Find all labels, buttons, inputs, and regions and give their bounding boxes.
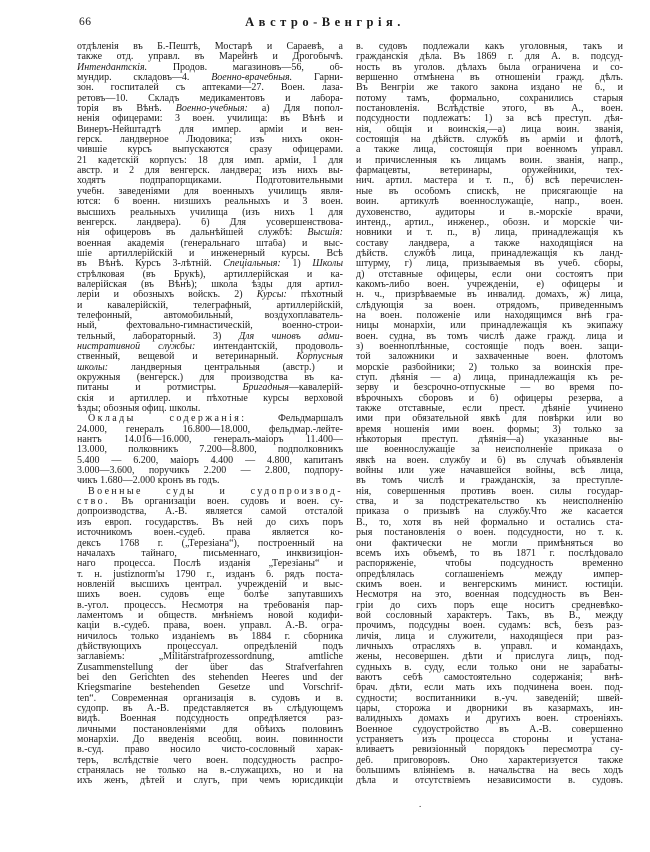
text-line: ненія офицерами: 3 воен. училища: въ Вѣнѣ и [77,114,343,125]
text-line: дѣйств. службѣ лица, принадлежащія къ ланд- [356,248,623,259]
text-line: 5.400 — 6.200, маіоръ 4.400 — 4.800, капитанъ [77,455,343,466]
text-line: торія въ Вѣнѣ. Военно-учебныя: а) Для попол- [77,104,343,115]
text-line: т. н. justiznorm'ы 1790 г., изданъ б. рядъ поста- [77,569,343,580]
text-line: ственный, вещевой и ветеринарный. Корпусныя [77,352,343,363]
text-line: распоряженіе, чтобы подсудность временно [356,559,623,570]
text-line: ность въ уголов. дѣлахъ была ограничена и со- [356,62,623,73]
text-line: окружныя (венгерск.) для производства въ ка- [77,373,343,383]
text-line: стрѣлковая (въ Брукѣ), артиллерійская и ка- [77,269,343,280]
text-line: шіе артиллерійскій и инженерный курсы. Всѣ [77,248,343,259]
text-line: состоящія на дѣйств. службѣ въ арміи и флотѣ, [356,135,623,146]
text-line: В., то, хотя въ ней формально и остались ста- [356,517,623,528]
text-line: зерву и безсрочно-отпускные — во время по- [356,383,623,394]
text-line: жены, несовершен. дѣти и прислуга лицъ, под- [356,652,623,663]
text-line: потому тамъ, формально, сохранились старыя [356,93,623,104]
text-line: ства, и за подстрекательство къ неисполненію [356,497,623,508]
text-line: нія офицеровъ въ дальнѣйшей службѣ: Высшія: [77,228,343,239]
text-line: судопр. въ А.-В. представляется въ слѣдующемъ [77,704,343,714]
text-line: Въ Венгріи же такого закона издано не б., и [356,83,623,94]
text-line: прочимъ, подсудны воен. судамъ: всѣ, безъ раз- [356,621,623,632]
text-line: духовенство, аудиторы и в.-морскіе врачи, [356,207,623,218]
text-line: Интендантскія. Продов. магазиновъ—56, об- [77,62,343,73]
text-line: школы: ландверныя центральныя (австр.) и [77,362,343,373]
text-line: рыя постановленія о воен. подсудности, но т. к. [356,528,623,539]
text-line: новники и т. п., в) лица, принадлежащія къ [356,228,623,239]
text-line: Kriegsmarine bestehenden Gesetze und Vorschrif- [77,683,343,694]
text-line: въ томъ числѣ и гражданскія, за преступле- [356,476,623,487]
text-line: время ношенія ими воен. формы; 3) только за [356,424,623,435]
text-line: той заложники и захваченные воен. флотомъ [356,352,623,363]
text-line: ихъ женъ, дѣтей и слугъ, при чемъ юрисдикціи [77,776,343,787]
text-line: устраняетъ изъ процесса стороны и устана- [356,735,623,746]
text-line: тельный, лабораторный. 3) Для чиновъ адми- [77,331,343,342]
text-line: нистративной службы: интендантскій, продоволь- [77,341,343,352]
text-line: зон. госпиталей съ аптеками—27. Воен. лаза- [77,83,343,94]
text-line: вливаетъ ревизіонный порядокъ пересмотра су- [356,745,623,756]
text-line: ются: 6 военн. низшихъ реальныхъ и 3 воен. [77,197,343,208]
text-line: дѣйствующихъ процессуал. опредѣленій подъ [77,641,343,652]
text-line: австр. и 2 для венгерск. ландвера; изъ нихъ вы- [77,166,343,177]
text-line: они фактически не могли примѣняться во [356,538,623,549]
text-block [77,42,623,787]
text-line: заглавіемъ: „Militärstrafprozessordnung, amtliche [77,652,343,663]
printer-mark: . [419,799,422,809]
text-line: дексъ 1768 г. („Терезіана“), построенный на [77,538,343,549]
text-line: 3.000—3.600, поручикъ 2.200 — 2.800, подпору- [77,466,343,477]
text-line: вѣрочныхъ сборовъ и б) офицеры резерва, а [356,393,623,404]
text-line: ство. Въ организаціи воен. судовъ и воен. су- [77,497,343,508]
text-line: ten“. Современная организація в. судовъ и в. [77,693,343,704]
text-line: отдѣленія въ Б.-Пештѣ, Мостарѣ и Сараевѣ, а [77,42,343,52]
text-line: фармацевты, ветеринары, оружейники, тех- [356,166,623,177]
text-line: валерійская (въ Вѣнѣ); школа ѣзды для артил- [77,279,343,290]
text-line: также отд. управл. въ Марейнѣ и Дрогобычѣ. [77,52,343,63]
text-line: цары, сторожа и дворники въ казармахъ, ин- [356,704,623,714]
text-line: морскіе разбойники; 2) только за воинскія пре- [356,362,623,373]
text-line: ими при обязательной явкѣ для повѣрки или во [356,414,623,425]
text-line: 13.000, полковникъ 7.200—8.800, подполковникъ [77,445,343,456]
text-line: монархіи. До введенія всеобщ. воин. повинности [77,735,343,746]
text-line: опредѣлялась соглашеніемъ между импер- [356,569,623,580]
text-line: Оклады содержанія: Фельдмаршалъ [88,414,343,425]
text-line: в. судовъ подлежали какъ уголовныя, такъ и [356,42,623,52]
text-line: на воен. положеніе или находящимся внѣ гра- [356,310,623,321]
text-line: леріи и обозныхъ войскъ. 2) Курсы: пѣхотный [77,290,343,301]
text-line: въ Вѣнѣ. Курсъ 3-лѣтній. Спеціальныя: 1) Школы [77,259,343,270]
text-line: каціи в.-судеб. права, воен. управл. А.-В. огра- [77,621,343,632]
text-line: скимъ воен. и венгерскимъ минист. юстиціи. [356,579,623,590]
text-line: шихъ воен. судовъ еще болѣе запутавшихъ [77,590,343,601]
text-line: наго процесса. Послѣ изданія „Терезіаны“ и [77,559,343,570]
left-column [77,42,343,787]
text-line: чикъ 1.680—2.000 кронъ въ годъ. [77,476,220,487]
text-line: интенд., артил., инженер., обозн. и морскіе чи- [356,217,623,228]
text-line: герск. ландверное Людовика; изъ нихъ окон- [77,135,343,146]
text-line: деб. приговоровъ. Оно характеризуется также [356,755,623,766]
text-line: гражданскія дѣла. Въ 1869 г. для А. в. подсуд- [356,52,623,63]
text-line: теръ, вслѣдствіе чего воен. подсудность распро- [77,755,343,766]
right-column [356,42,623,787]
page-number: 66 [79,16,92,28]
text-line: в.-угол. процессъ. Несмотря на требованія пар- [77,600,343,611]
text-line: явкѣ на воен. службу и б) въ случаѣ объявленія [356,455,623,466]
text-line: большимъ вліяніемъ в. начальства на весь ходъ [356,766,623,777]
text-line: личія, лица и служители, находящіеся при раз- [356,631,623,642]
text-line: а также лица, состоящія при военномъ управл. [356,145,623,156]
text-line: нія, общія и воинскія,—а) лица воин. званія, [356,124,623,135]
text-line: личными постановленіями для обѣихъ половинъ [77,724,343,735]
text-line: новленій высшихъ централ. учрежденій и выс- [77,579,343,590]
text-line: судныхъ в. суду, если только они не зарабаты- [356,662,623,673]
text-line: Военные суды и судопроизвод- [88,486,343,497]
text-line: изъ европ. государствъ. Въ ней до сихъ поръ [77,517,343,528]
text-line: ваютъ себѣ самостоятельно содержанія; внѣ- [356,672,623,683]
text-line: воен. судна, въ томъ числѣ даже гражд. лица и [356,331,623,342]
text-line: вершенно отмѣнена въ отношеніи гражд. дѣлъ. [356,73,623,84]
text-line: питаны и ротмистры. Бригадныя—кавалерій- [77,383,343,394]
text-line: ступ. дѣянія — а) лица, принадлежащія къ ре- [356,373,623,383]
text-line: нантъ 14.016—16.000, генералъ-маіоръ 11.400— [77,435,343,446]
text-line: началахъ тайнаго, письменнаго, инквизиціон- [77,548,343,559]
text-line: ничилось только изданіемъ въ 1884 г. сборника [77,631,343,642]
text-line: ницы монархіи, или принадлежащія къ экипажу [356,321,623,332]
text-line: слѣдующія за воен. отрядомъ, приведеннымъ [356,300,623,311]
text-line: военная академія (генеральнаго штаба) и выс- [77,238,343,249]
text-line: также отставные, если прест. дѣяніе учинено [356,404,623,415]
text-line: личныхъ отрасляхъ в. управл. и командахъ, [356,641,623,652]
text-line: составу ландвера, а также находящіяся на [356,238,623,249]
text-line: учебн. заведеніями для военныхъ училищъ явля- [77,186,343,197]
text-line: Zusammenstellung der über das Strafverfahren [77,662,343,673]
text-line: источникомъ воен.-судеб. права является ко- [77,528,343,539]
text-line: всемъ ихъ объемѣ, то въ 1871 г. послѣдовало [356,548,623,559]
text-line: ше военнослужащіе за неисполненіе приказа о [356,445,623,456]
text-line: войны или уже начавшейся войны, всѣ лица, [356,466,623,477]
text-line: допроизводства, А.-В. является самой отсталой [77,507,343,518]
text-line: д) отставные офицеры, если они состоятъ при [356,269,623,280]
text-line: ный, фехтовально-гимнастическій, военно-строи- [77,321,343,332]
text-line: мундир. складовъ—4. Военно-врачебныя. Гарни- [77,73,343,84]
text-line: ные въ особомъ спискѣ, не присягающіе на [356,186,623,197]
text-line: скія и артиллер. и пѣхотные курсы верховой [77,393,343,404]
text-line: подсудности подлежатъ: 1) за всѣ преступ. дѣя- [356,114,623,125]
page-title: Австро-Венгрія. [245,15,405,29]
text-line: Несмотря на это, военная подсудность въ Вен- [356,590,623,601]
text-line: Винеръ-Нейштадтѣ для импер. арміи и вен- [77,124,343,135]
text-line: н. ч., призрѣваемые въ инвалид. домахъ, ж) лица, [356,290,623,301]
text-line: судности; воспитанники в.-уч. заведеній; швей- [356,693,623,704]
text-line: ходятъ подпрапорщиками. Подготовительными [77,176,343,187]
text-line: видѣ. Военная подсудность опредѣляется раз- [77,714,343,725]
text-line: 21 кадетскій корпусъ: 18 для имп. арміи, 1 для [77,155,343,166]
text-line: в.-суд. право носило чисто-сословный харак- [77,745,343,756]
text-line: ѣзды; обозныя офиц. школы. [77,404,201,415]
text-line: брач. дѣти, если мать ихъ подчинена воен. под- [356,683,623,694]
text-line: з) военноплѣнные, состоящіе подъ воен. защи- [356,341,623,352]
text-line: нич. артил. мастера и т. п., б) всѣ перечислен- [356,176,623,187]
text-line: постановленія. Вслѣдствіе этого, въ А., воен. [356,104,623,115]
text-line: вой сословный характеръ. Такъ, въ В., между [356,610,623,621]
text-line: и кавалерійскій, телеграфный, артиллерійскій, [77,300,343,311]
text-line: странялась не только на в.-служащихъ, но и на [77,766,343,777]
text-line: 24.000, генералъ 16.800—18.000, фельдмар.-лейте- [77,424,343,435]
text-line: какомъ-либо воен. учрежденіи, е) офицеры и [356,279,623,290]
text-line: гріи до сихъ поръ еще носитъ средневѣко- [356,600,623,611]
text-line: чившіе курсъ выпускаются сразу офицерами. [77,145,343,156]
text-line: нѣкоторыя преступ. дѣянія—а) указанные вы- [356,435,623,446]
text-line: ламентомъ и обществ. мнѣніемъ новой кодифи- [77,610,343,621]
text-line: дѣла и отсутствіемъ независимости в. судовъ. [356,776,623,787]
text-line: Военное судоустройство въ А.-В. совершенно [356,724,623,735]
text-line: ретовъ—10. Складъ медикаментовъ и лабора- [77,93,343,104]
text-line: телефонный, автомобильный, воздухоплаватель- [77,310,343,321]
text-line: высшихъ реальныхъ училища (изъ нихъ 1 для [77,207,343,218]
text-line: нія, совершенныя противъ воен. силы государ- [356,486,623,497]
text-line: валидныхъ домахъ и другихъ воен. строеніяхъ. [356,714,623,725]
text-line: воин. артикулѣ военнослужащіе, напр., воен. [356,197,623,208]
text-line: и причисленныя къ лицамъ воин. званія, напр., [356,155,623,166]
text-line: венгерск. ландвера). б) Для усовершенствова- [77,217,343,228]
text-line: приказа о призывѣ на службу.Что же касается [356,507,623,518]
text-line: bei den Gerichten des stehenden Heeres und der [77,672,343,683]
text-line: штурму, г) лица, призываемыя въ учеб. сборы, [356,259,623,270]
